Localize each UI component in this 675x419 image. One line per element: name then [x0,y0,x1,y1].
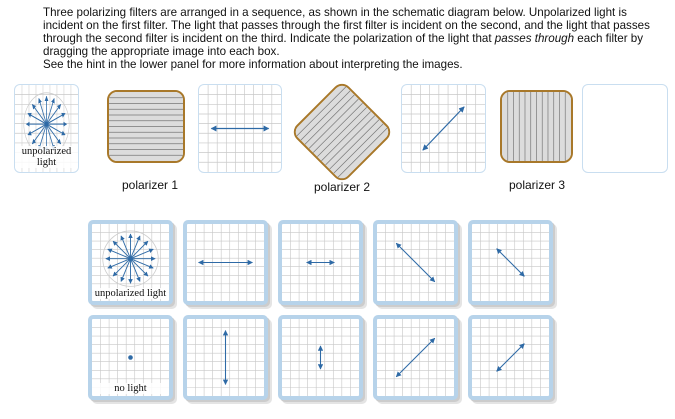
polarization-arrow [423,107,465,151]
image-caption: no light [92,383,169,394]
polarizer-1-horizontal [107,90,185,163]
box-image [402,85,485,172]
source-unpolarized-light: unpolarized light [14,84,79,173]
draggable-image-ne-long[interactable] [373,315,458,400]
polarizer-2-diagonal [290,80,395,185]
draggable-image-nw-long[interactable] [373,220,458,305]
drop-box-after-polarizer-3[interactable] [582,84,668,173]
polarizer-2-label: polarizer 2 [313,180,371,194]
draggable-image-v-short[interactable] [278,315,363,400]
polarization-arrow [497,344,525,372]
polarization-arrow [497,249,525,277]
polarizer-3-label: polarizer 3 [508,178,566,192]
drop-box-after-polarizer-1[interactable] [198,84,282,173]
box-image [199,85,281,172]
draggable-image-dot[interactable] [88,315,173,400]
draggable-image-v-long[interactable] [183,315,268,400]
draggable-image-unpolarized[interactable] [88,220,173,305]
draggable-image-h-long[interactable] [183,220,268,305]
no-light-dot [128,355,133,360]
polarizer-3-vertical [500,90,573,163]
drop-box-after-polarizer-2[interactable] [401,84,486,173]
polarizer-1-label: polarizer 1 [121,178,179,192]
draggable-image-ne-short[interactable] [468,315,553,400]
polarization-arrow [396,338,435,377]
draggable-image-nw-short[interactable] [468,220,553,305]
polarization-arrow [396,243,435,282]
image-caption: unpolarized light [92,288,169,299]
draggable-image-h-short[interactable] [278,220,363,305]
instructions: Three polarizing filters are arranged in a sequence, as shown in the schematic diagram below. Unpolarized light is incident on the first filter. The light that passes through the first filter is incident on the second, and the light that passes through the second filter is incident on the third. Indicate the polarization of the light that passes through each filter by dragging the appropriate image into each box. See the hint in the lower panel for more information about interpreting the images. [43,6,650,71]
